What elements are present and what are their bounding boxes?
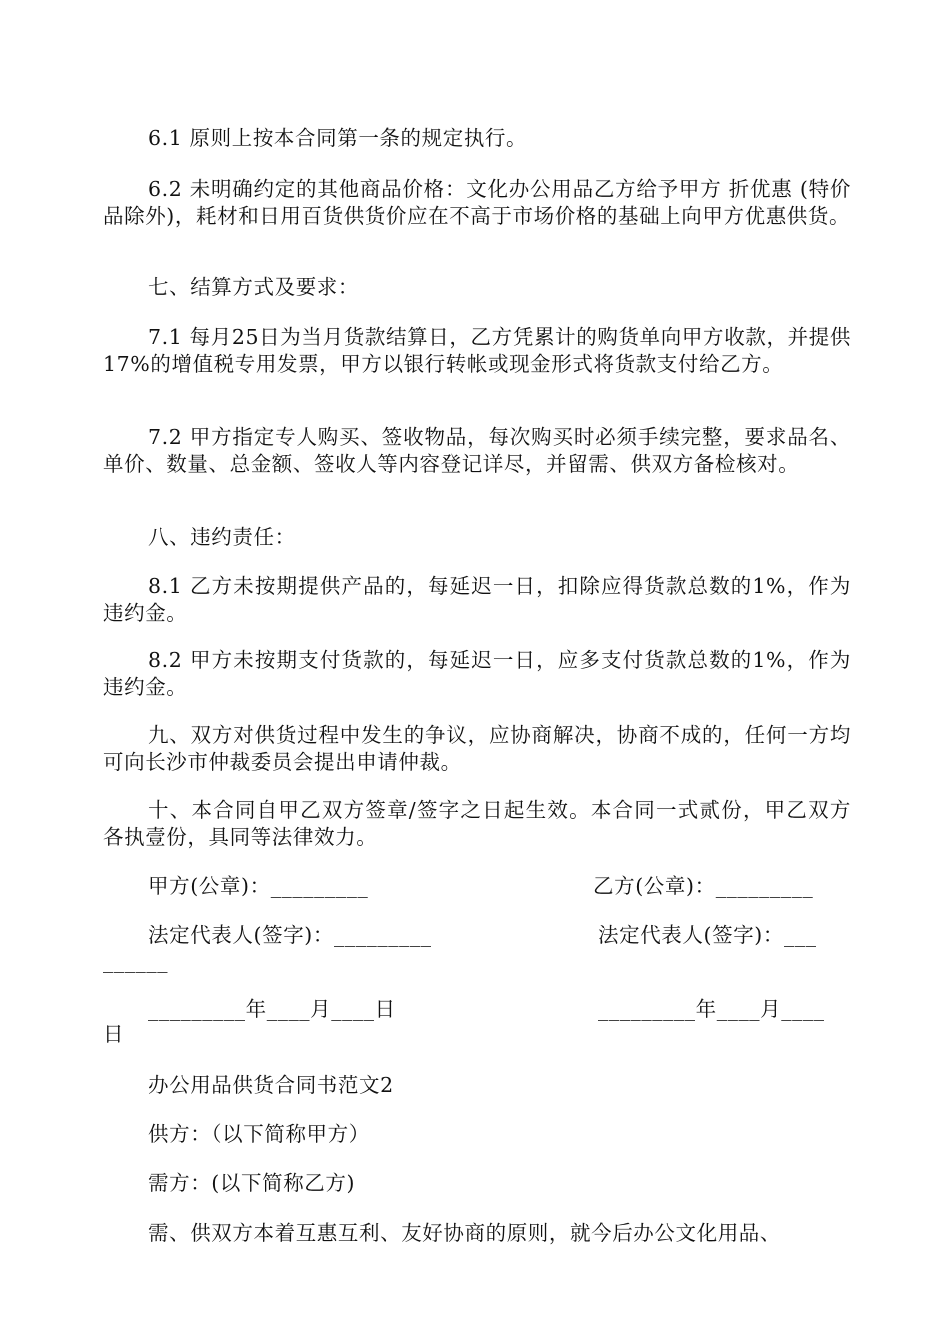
clause-8-2: 8.2 甲方未按期支付货款的，每延迟一日，应多支付货款总数的1%，作为违约金。 [103,648,851,699]
party-b-date-cont: 日 [103,1022,125,1046]
party-b-seal: 乙方(公章)：_________ [593,874,814,898]
contract-2-title: 办公用品供货合同书范文2 [148,1073,394,1097]
party-b-representative: 法定代表人(签字)：___ [598,923,817,947]
clause-7-1: 7.1 每月25日为当月货款结算日，乙方凭累计的购货单向甲方收款，并提供17%的增值税专用发票，甲方以银行转帐或现金形式将货款支付给乙方。 [103,325,851,376]
contract-2-intro: 需、供双方本着互惠互利、友好协商的原则，就今后办公文化用品、 [148,1221,781,1245]
clause-7-2: 7.2 甲方指定专人购买、签收物品，每次购买时必须手续完整，要求品名、单价、数量、总金额、签收人等内容登记详尽，并留需、供双方备检核对。 [103,425,851,476]
party-a-seal: 甲方(公章)：_________ [148,874,369,898]
party-b-representative-cont: ______ [103,949,169,973]
clause-6-1: 6.1 原则上按本合同第一条的规定执行。 [148,126,528,150]
section-10: 十、本合同自甲乙双方签章/签字之日起生效。本合同一式贰份，甲乙双方各执壹份，具同等法律效力。 [103,798,851,849]
supplier-line: 供方：（以下简称甲方） [148,1122,370,1146]
clause-6-2: 6.2 未明确约定的其他商品价格：文化办公用品乙方给予甲方 折优惠 (特价品除外)，耗材和日用百货供货价应在不高于市场价格的基础上向甲方优惠供货。 [103,177,851,228]
section-8-heading: 八、违约责任： [148,525,296,549]
section-7-heading: 七、结算方式及要求： [148,275,359,299]
section-9: 九、双方对供货过程中发生的争议，应协商解决，协商不成的，任何一方均可向长沙市仲裁委员会提出申请仲裁。 [103,723,851,774]
party-a-date: _________年____月____日 [148,997,396,1021]
party-a-representative: 法定代表人(签字)：_________ [148,923,432,947]
buyer-line: 需方：(以下简称乙方) [148,1171,356,1195]
clause-8-1: 8.1 乙方未按期提供产品的，每延迟一日，扣除应得货款总数的1%，作为违约金。 [103,574,851,625]
party-b-date: _________年____月____ [598,997,825,1021]
